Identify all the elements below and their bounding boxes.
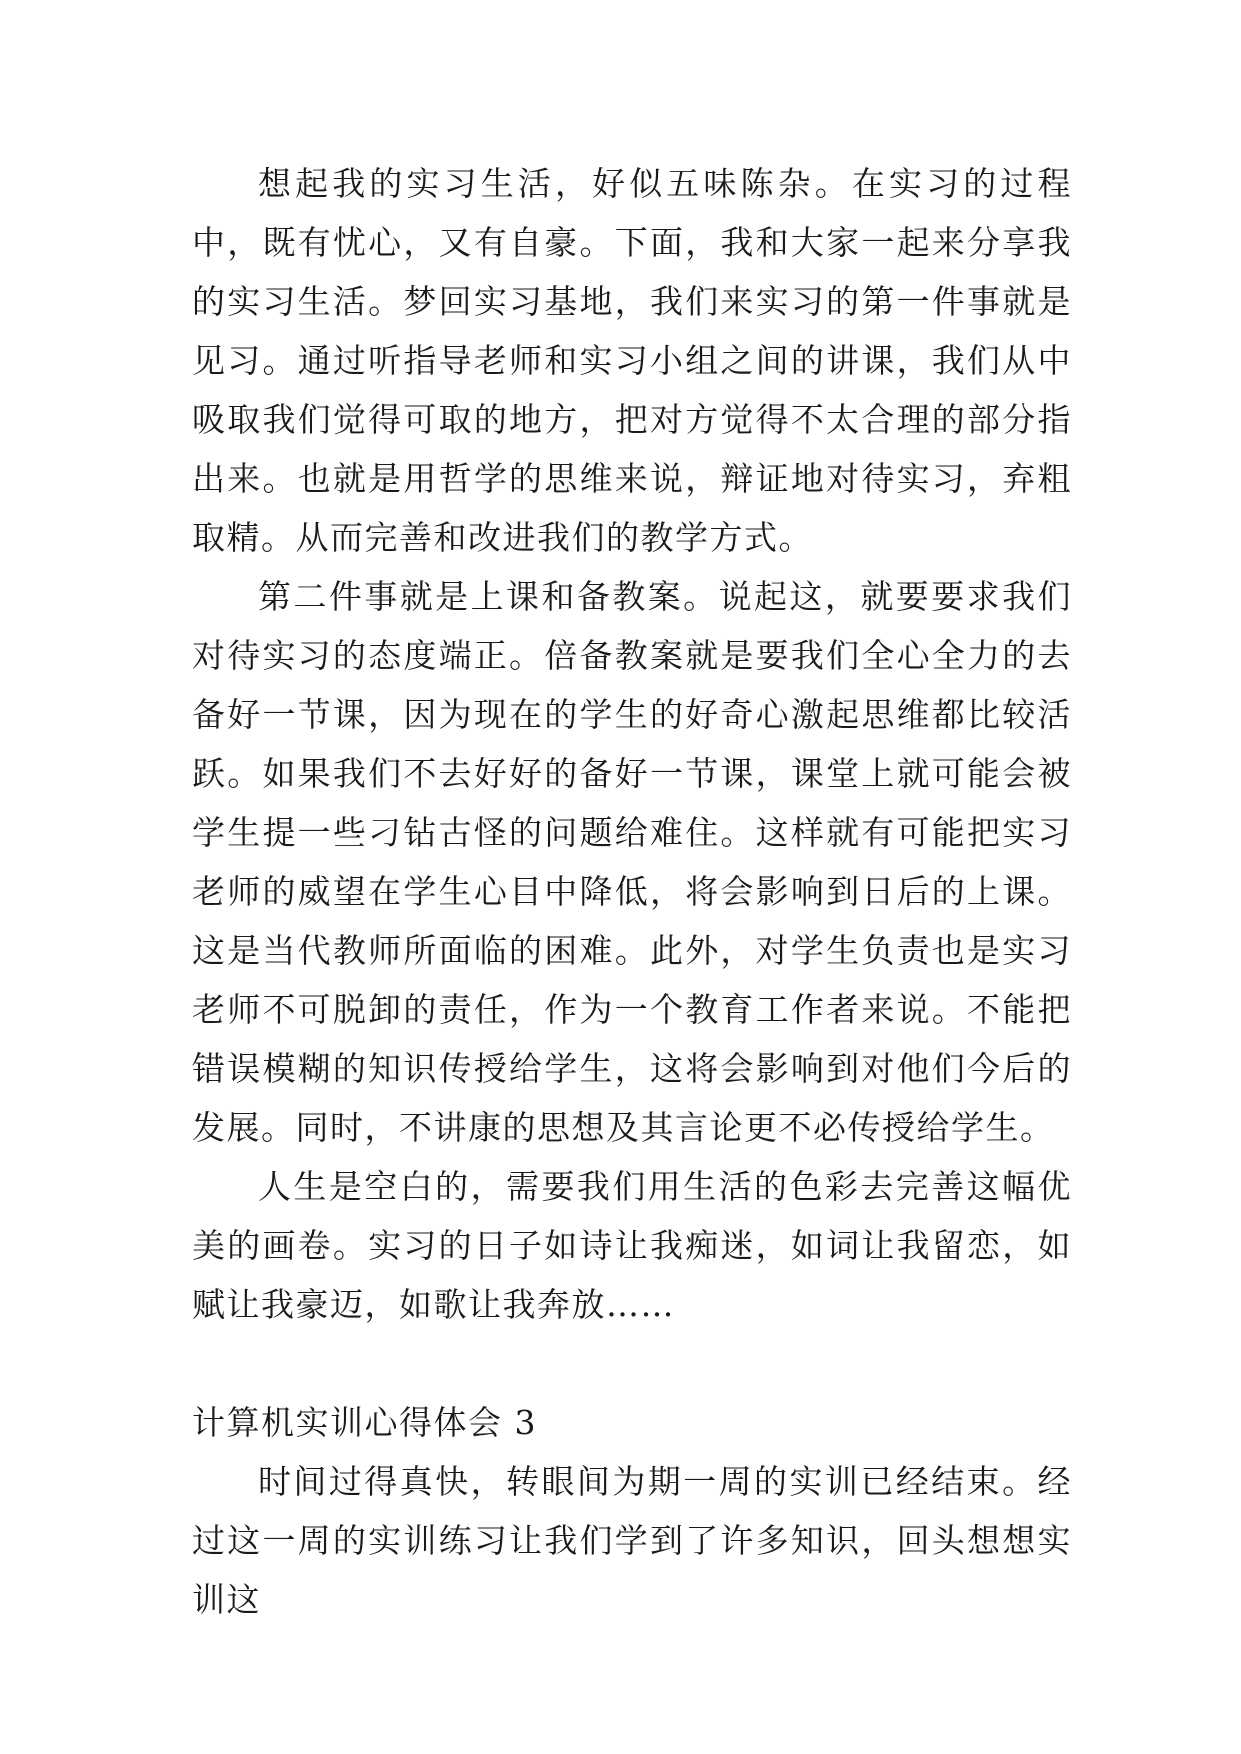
section-heading: 计算机实训心得体会 3	[192, 1403, 537, 1442]
paragraph-lesson-prep: 第二件事就是上课和备教案。说起这，就要要求我们对待实习的态度端正。倍备教案就是要我们全心全力的去备好一节课，因为现在的学生的好奇心激起思维都比较活跃。如果我们不去好好的备好一节课，课堂上就可能会被学生提一些刁钻古怪的问题给难住。这样就有可能把实习老师的威望在学生心目中降低，将会影响到日后的上课。这是当代教师所面临的困难。此外，对学生负责也是实习老师不可脱卸的责任，作为一个教育工作者来说。不能把错误模糊的知识传授给学生，这将会影响到对他们今后的发展。同时，不讲康的思想及其言论更不必传授给学生。	[192, 577, 1072, 1147]
paragraph-life-canvas: 人生是空白的，需要我们用生活的色彩去完善这幅优美的画卷。实习的日子如诗让我痴迷，如词让我留恋，如赋让我豪迈，如歌让我奔放……	[192, 1167, 1072, 1324]
paragraph-training-intro: 时间过得真快，转眼间为期一周的实训已经结束。经过这一周的实训练习让我们学到了许多知识，回头想想实训这	[192, 1462, 1072, 1619]
paragraph-internship-life: 想起我的实习生活，好似五味陈杂。在实习的过程中，既有忧心，又有自豪。下面，我和大家一起来分享我的实习生活。梦回实习基地，我们来实习的第一件事就是见习。通过听指导老师和实习小组之间的讲课，我们从中吸取我们觉得可取的地方，把对方觉得不太合理的部分指出来。也就是用哲学的思维来说，辩证地对待实习，弃粗取精。从而完善和改进我们的教学方式。	[192, 164, 1072, 557]
document-body	[192, 154, 1072, 1629]
